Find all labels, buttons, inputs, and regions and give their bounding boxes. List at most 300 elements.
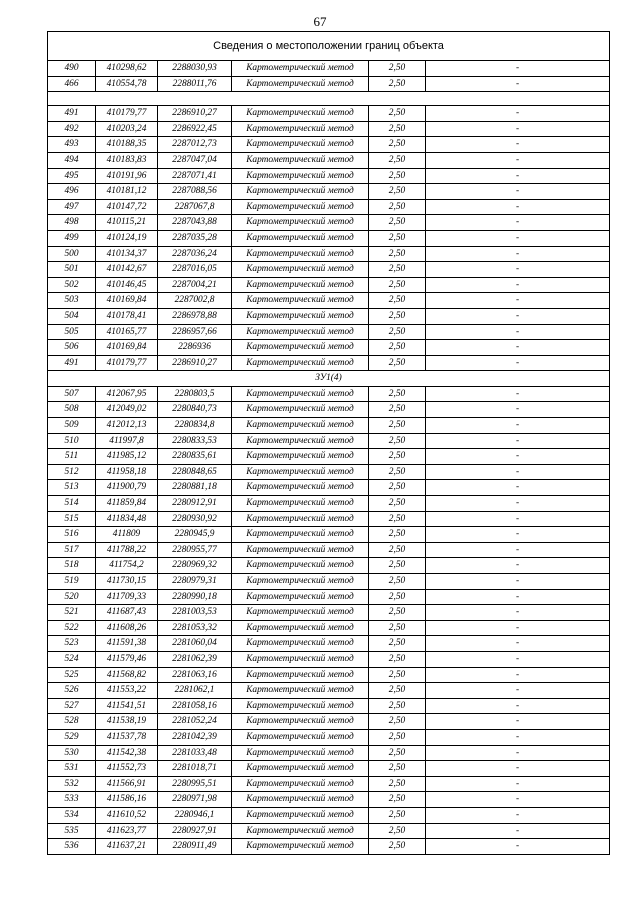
y-coordinate-cell: 2280833,53 [158, 433, 232, 449]
note-cell: - [426, 340, 610, 356]
table-row [48, 511, 610, 527]
method-cell: Картометрический метод [232, 449, 369, 465]
x-coordinate-cell: 411958,18 [96, 464, 158, 480]
accuracy-cell: 2,50 [369, 121, 426, 137]
table-row [48, 355, 610, 371]
accuracy-cell: 2,50 [369, 574, 426, 590]
accuracy-cell: 2,50 [369, 480, 426, 496]
method-cell: Картометрический метод [232, 667, 369, 683]
table-row [48, 651, 610, 667]
accuracy-cell: 2,50 [369, 324, 426, 340]
point-number-cell: 530 [48, 745, 96, 761]
point-number-cell: 502 [48, 277, 96, 293]
note-cell: - [426, 511, 610, 527]
x-coordinate-cell: 410191,96 [96, 168, 158, 184]
table-row [48, 168, 610, 184]
accuracy-cell: 2,50 [369, 745, 426, 761]
table-row [48, 667, 610, 683]
x-coordinate-cell: 411608,26 [96, 620, 158, 636]
accuracy-cell: 2,50 [369, 230, 426, 246]
point-number-cell: 529 [48, 729, 96, 745]
point-number-cell: 507 [48, 386, 96, 402]
method-cell: Картометрический метод [232, 620, 369, 636]
y-coordinate-cell: 2280990,18 [158, 589, 232, 605]
method-cell: Картометрический метод [232, 199, 369, 215]
y-coordinate-cell: 2286936 [158, 340, 232, 356]
x-coordinate-cell: 411730,15 [96, 574, 158, 590]
method-cell: Картометрический метод [232, 324, 369, 340]
point-number-cell: 500 [48, 246, 96, 262]
accuracy-cell: 2,50 [369, 215, 426, 231]
point-number-cell: 533 [48, 792, 96, 808]
accuracy-cell: 2,50 [369, 76, 426, 92]
accuracy-cell: 2,50 [369, 106, 426, 122]
point-number-cell: 517 [48, 542, 96, 558]
point-number-cell: 513 [48, 480, 96, 496]
y-coordinate-cell: 2280840,73 [158, 402, 232, 418]
method-cell: Картометрический метод [232, 542, 369, 558]
y-coordinate-cell: 2280930,92 [158, 511, 232, 527]
accuracy-cell: 2,50 [369, 527, 426, 543]
x-coordinate-cell: 411591,38 [96, 636, 158, 652]
table-row [48, 729, 610, 745]
accuracy-cell: 2,50 [369, 714, 426, 730]
y-coordinate-cell: 2286978,88 [158, 308, 232, 324]
point-number-cell: 498 [48, 215, 96, 231]
x-coordinate-cell: 410179,77 [96, 106, 158, 122]
table-row [48, 61, 610, 77]
accuracy-cell: 2,50 [369, 262, 426, 278]
method-cell: Картометрический метод [232, 137, 369, 153]
x-coordinate-cell: 410183,83 [96, 152, 158, 168]
accuracy-cell: 2,50 [369, 542, 426, 558]
y-coordinate-cell: 2281060,04 [158, 636, 232, 652]
method-cell: Картометрический метод [232, 76, 369, 92]
method-cell: Картометрический метод [232, 262, 369, 278]
accuracy-cell: 2,50 [369, 620, 426, 636]
point-number-cell: 525 [48, 667, 96, 683]
y-coordinate-cell: 2288030,93 [158, 61, 232, 77]
y-coordinate-cell: 2281052,24 [158, 714, 232, 730]
table-row [48, 449, 610, 465]
method-cell: Картометрический метод [232, 402, 369, 418]
accuracy-cell: 2,50 [369, 683, 426, 699]
note-cell: - [426, 355, 610, 371]
accuracy-cell: 2,50 [369, 355, 426, 371]
table-row [48, 230, 610, 246]
y-coordinate-cell: 2286922,45 [158, 121, 232, 137]
table-row [48, 418, 610, 434]
point-number-cell: 518 [48, 558, 96, 574]
x-coordinate-cell: 410181,12 [96, 184, 158, 200]
point-number-cell: 497 [48, 199, 96, 215]
table-row [48, 792, 610, 808]
accuracy-cell: 2,50 [369, 807, 426, 823]
point-number-cell: 506 [48, 340, 96, 356]
method-cell: Картометрический метод [232, 511, 369, 527]
y-coordinate-cell: 2281063,16 [158, 667, 232, 683]
method-cell: Картометрический метод [232, 729, 369, 745]
y-coordinate-cell: 2287012,73 [158, 137, 232, 153]
table-row [48, 340, 610, 356]
y-coordinate-cell: 2280912,91 [158, 496, 232, 512]
page-number: 67 [313, 14, 327, 29]
accuracy-cell: 2,50 [369, 823, 426, 839]
x-coordinate-cell: 412012,13 [96, 418, 158, 434]
point-number-cell: 503 [48, 293, 96, 309]
point-number-cell: 494 [48, 152, 96, 168]
method-cell: Картометрический метод [232, 714, 369, 730]
note-cell: - [426, 729, 610, 745]
x-coordinate-cell: 411985,12 [96, 449, 158, 465]
x-coordinate-cell: 412049,02 [96, 402, 158, 418]
method-cell: Картометрический метод [232, 823, 369, 839]
method-cell: Картометрический метод [232, 277, 369, 293]
table-row [48, 683, 610, 699]
note-cell: - [426, 480, 610, 496]
point-number-cell: 508 [48, 402, 96, 418]
x-coordinate-cell: 410146,45 [96, 277, 158, 293]
table-row [48, 761, 610, 777]
point-number-cell: 509 [48, 418, 96, 434]
table-row [48, 262, 610, 278]
y-coordinate-cell: 2280979,31 [158, 574, 232, 590]
y-coordinate-cell: 2280911,49 [158, 839, 232, 855]
note-cell: - [426, 61, 610, 77]
x-coordinate-cell: 411553,22 [96, 683, 158, 699]
method-cell: Картометрический метод [232, 152, 369, 168]
point-number-cell: 511 [48, 449, 96, 465]
accuracy-cell: 2,50 [369, 496, 426, 512]
y-coordinate-cell: 2281062,1 [158, 683, 232, 699]
method-cell: Картометрический метод [232, 776, 369, 792]
point-number-cell: 534 [48, 807, 96, 823]
x-coordinate-cell: 411537,78 [96, 729, 158, 745]
x-coordinate-cell: 410165,77 [96, 324, 158, 340]
accuracy-cell: 2,50 [369, 729, 426, 745]
table-row [48, 636, 610, 652]
x-coordinate-cell: 411552,73 [96, 761, 158, 777]
note-cell: - [426, 168, 610, 184]
accuracy-cell: 2,50 [369, 246, 426, 262]
method-cell: Картометрический метод [232, 761, 369, 777]
accuracy-cell: 2,50 [369, 651, 426, 667]
y-coordinate-cell: 2280971,98 [158, 792, 232, 808]
table-row [48, 137, 610, 153]
note-cell: - [426, 402, 610, 418]
y-coordinate-cell: 2281033,48 [158, 745, 232, 761]
x-coordinate-cell: 410134,37 [96, 246, 158, 262]
y-coordinate-cell: 2280835,61 [158, 449, 232, 465]
note-cell: - [426, 246, 610, 262]
table-row [48, 589, 610, 605]
table-row [48, 807, 610, 823]
table-row [48, 106, 610, 122]
y-coordinate-cell: 2280945,9 [158, 527, 232, 543]
y-coordinate-cell: 2281058,16 [158, 698, 232, 714]
table-row [48, 308, 610, 324]
method-cell: Картометрический метод [232, 480, 369, 496]
y-coordinate-cell: 2287004,21 [158, 277, 232, 293]
point-number-cell: 510 [48, 433, 96, 449]
point-number-cell: 501 [48, 262, 96, 278]
x-coordinate-cell: 411997,8 [96, 433, 158, 449]
method-cell: Картометрический метод [232, 496, 369, 512]
note-cell: - [426, 527, 610, 543]
x-coordinate-cell: 411859,84 [96, 496, 158, 512]
x-coordinate-cell: 410178,41 [96, 308, 158, 324]
note-cell: - [426, 324, 610, 340]
point-number-cell: 491 [48, 355, 96, 371]
table-row [48, 839, 610, 855]
note-cell: - [426, 745, 610, 761]
x-coordinate-cell: 410298,62 [96, 61, 158, 77]
x-coordinate-cell: 410554,78 [96, 76, 158, 92]
point-number-cell: 516 [48, 527, 96, 543]
blank-cell [48, 92, 610, 106]
x-coordinate-cell: 410147,72 [96, 199, 158, 215]
note-cell: - [426, 761, 610, 777]
method-cell: Картометрический метод [232, 215, 369, 231]
table-row [48, 605, 610, 621]
note-cell: - [426, 152, 610, 168]
note-cell: - [426, 199, 610, 215]
x-coordinate-cell: 410124,19 [96, 230, 158, 246]
note-cell: - [426, 574, 610, 590]
table-row [48, 386, 610, 402]
x-coordinate-cell: 411566,91 [96, 776, 158, 792]
method-cell: Картометрический метод [232, 605, 369, 621]
table-row [48, 620, 610, 636]
note-cell: - [426, 667, 610, 683]
blank-separator-row [48, 92, 610, 106]
note-cell: - [426, 308, 610, 324]
x-coordinate-cell: 411687,43 [96, 605, 158, 621]
method-cell: Картометрический метод [232, 636, 369, 652]
method-cell: Картометрический метод [232, 168, 369, 184]
accuracy-cell: 2,50 [369, 605, 426, 621]
table-row [48, 527, 610, 543]
accuracy-cell: 2,50 [369, 402, 426, 418]
table-row [48, 464, 610, 480]
y-coordinate-cell: 2287043,88 [158, 215, 232, 231]
accuracy-cell: 2,50 [369, 277, 426, 293]
table-row [48, 402, 610, 418]
method-cell: Картометрический метод [232, 698, 369, 714]
method-cell: Картометрический метод [232, 184, 369, 200]
accuracy-cell: 2,50 [369, 152, 426, 168]
y-coordinate-cell: 2281062,39 [158, 651, 232, 667]
section-row [48, 371, 610, 387]
method-cell: Картометрический метод [232, 106, 369, 122]
method-cell: Картометрический метод [232, 683, 369, 699]
note-cell: - [426, 792, 610, 808]
y-coordinate-cell: 2286910,27 [158, 106, 232, 122]
y-coordinate-cell: 2280848,65 [158, 464, 232, 480]
note-cell: - [426, 823, 610, 839]
note-cell: - [426, 605, 610, 621]
method-cell: Картометрический метод [232, 121, 369, 137]
table-row [48, 776, 610, 792]
note-cell: - [426, 651, 610, 667]
x-coordinate-cell: 411610,52 [96, 807, 158, 823]
point-number-cell: 528 [48, 714, 96, 730]
x-coordinate-cell: 411754,2 [96, 558, 158, 574]
table-row [48, 277, 610, 293]
note-cell: - [426, 776, 610, 792]
accuracy-cell: 2,50 [369, 511, 426, 527]
table-row [48, 215, 610, 231]
point-number-cell: 491 [48, 106, 96, 122]
point-number-cell: 512 [48, 464, 96, 480]
point-number-cell: 505 [48, 324, 96, 340]
x-coordinate-cell: 410142,67 [96, 262, 158, 278]
y-coordinate-cell: 2281042,39 [158, 729, 232, 745]
boundary-coordinates-table [47, 31, 610, 855]
accuracy-cell: 2,50 [369, 199, 426, 215]
note-cell: - [426, 558, 610, 574]
point-number-cell: 515 [48, 511, 96, 527]
note-cell: - [426, 589, 610, 605]
method-cell: Картометрический метод [232, 230, 369, 246]
note-cell: - [426, 839, 610, 855]
table-row [48, 558, 610, 574]
table-title: Сведения о местоположении границ объекта [48, 32, 610, 61]
accuracy-cell: 2,50 [369, 168, 426, 184]
note-cell: - [426, 230, 610, 246]
note-cell: - [426, 418, 610, 434]
x-coordinate-cell: 411809 [96, 527, 158, 543]
method-cell: Картометрический метод [232, 651, 369, 667]
y-coordinate-cell: 2280803,5 [158, 386, 232, 402]
x-coordinate-cell: 411541,51 [96, 698, 158, 714]
accuracy-cell: 2,50 [369, 449, 426, 465]
note-cell: - [426, 277, 610, 293]
y-coordinate-cell: 2281003,53 [158, 605, 232, 621]
note-cell: - [426, 106, 610, 122]
method-cell: Картометрический метод [232, 418, 369, 434]
accuracy-cell: 2,50 [369, 386, 426, 402]
note-cell: - [426, 714, 610, 730]
point-number-cell: 492 [48, 121, 96, 137]
y-coordinate-cell: 2287016,05 [158, 262, 232, 278]
note-cell: - [426, 293, 610, 309]
y-coordinate-cell: 2280955,77 [158, 542, 232, 558]
point-number-cell: 536 [48, 839, 96, 855]
accuracy-cell: 2,50 [369, 184, 426, 200]
method-cell: Картометрический метод [232, 807, 369, 823]
table-row [48, 433, 610, 449]
y-coordinate-cell: 2280969,32 [158, 558, 232, 574]
accuracy-cell: 2,50 [369, 308, 426, 324]
method-cell: Картометрический метод [232, 792, 369, 808]
point-number-cell: 466 [48, 76, 96, 92]
x-coordinate-cell: 411542,38 [96, 745, 158, 761]
point-number-cell: 526 [48, 683, 96, 699]
method-cell: Картометрический метод [232, 355, 369, 371]
method-cell: Картометрический метод [232, 433, 369, 449]
y-coordinate-cell: 2287071,41 [158, 168, 232, 184]
table-row [48, 199, 610, 215]
note-cell: - [426, 184, 610, 200]
accuracy-cell: 2,50 [369, 433, 426, 449]
point-number-cell: 524 [48, 651, 96, 667]
accuracy-cell: 2,50 [369, 418, 426, 434]
method-cell: Картометрический метод [232, 464, 369, 480]
method-cell: Картометрический метод [232, 589, 369, 605]
note-cell: - [426, 386, 610, 402]
method-cell: Картометрический метод [232, 386, 369, 402]
note-cell: - [426, 807, 610, 823]
x-coordinate-cell: 411568,82 [96, 667, 158, 683]
accuracy-cell: 2,50 [369, 293, 426, 309]
accuracy-cell: 2,50 [369, 558, 426, 574]
table-row [48, 121, 610, 137]
accuracy-cell: 2,50 [369, 464, 426, 480]
table-row [48, 542, 610, 558]
accuracy-cell: 2,50 [369, 636, 426, 652]
table-row [48, 152, 610, 168]
accuracy-cell: 2,50 [369, 137, 426, 153]
accuracy-cell: 2,50 [369, 776, 426, 792]
table-row [48, 574, 610, 590]
point-number-cell: 504 [48, 308, 96, 324]
point-number-cell: 493 [48, 137, 96, 153]
point-number-cell: 521 [48, 605, 96, 621]
method-cell: Картометрический метод [232, 745, 369, 761]
note-cell: - [426, 683, 610, 699]
point-number-cell: 520 [48, 589, 96, 605]
x-coordinate-cell: 411900,79 [96, 480, 158, 496]
point-number-cell: 522 [48, 620, 96, 636]
x-coordinate-cell: 410203,24 [96, 121, 158, 137]
method-cell: Картометрический метод [232, 527, 369, 543]
point-number-cell: 531 [48, 761, 96, 777]
y-coordinate-cell: 2281053,32 [158, 620, 232, 636]
accuracy-cell: 2,50 [369, 61, 426, 77]
x-coordinate-cell: 410188,35 [96, 137, 158, 153]
table-row [48, 246, 610, 262]
method-cell: Картометрический метод [232, 293, 369, 309]
note-cell: - [426, 262, 610, 278]
table-row [48, 184, 610, 200]
x-coordinate-cell: 410179,77 [96, 355, 158, 371]
note-cell: - [426, 433, 610, 449]
y-coordinate-cell: 2280834,8 [158, 418, 232, 434]
table-row [48, 293, 610, 309]
table-row [48, 324, 610, 340]
x-coordinate-cell: 410169,84 [96, 293, 158, 309]
table-header-row [48, 32, 610, 61]
x-coordinate-cell: 411579,46 [96, 651, 158, 667]
method-cell: Картометрический метод [232, 839, 369, 855]
y-coordinate-cell: 2286957,66 [158, 324, 232, 340]
section-label: ЗУ1(4) [48, 371, 610, 387]
table-row [48, 745, 610, 761]
x-coordinate-cell: 411637,21 [96, 839, 158, 855]
point-number-cell: 532 [48, 776, 96, 792]
method-cell: Картометрический метод [232, 574, 369, 590]
method-cell: Картометрический метод [232, 61, 369, 77]
note-cell: - [426, 137, 610, 153]
y-coordinate-cell: 2286910,27 [158, 355, 232, 371]
x-coordinate-cell: 411623,77 [96, 823, 158, 839]
table-row [48, 480, 610, 496]
x-coordinate-cell: 410169,84 [96, 340, 158, 356]
y-coordinate-cell: 2287067,8 [158, 199, 232, 215]
method-cell: Картометрический метод [232, 246, 369, 262]
note-cell: - [426, 698, 610, 714]
